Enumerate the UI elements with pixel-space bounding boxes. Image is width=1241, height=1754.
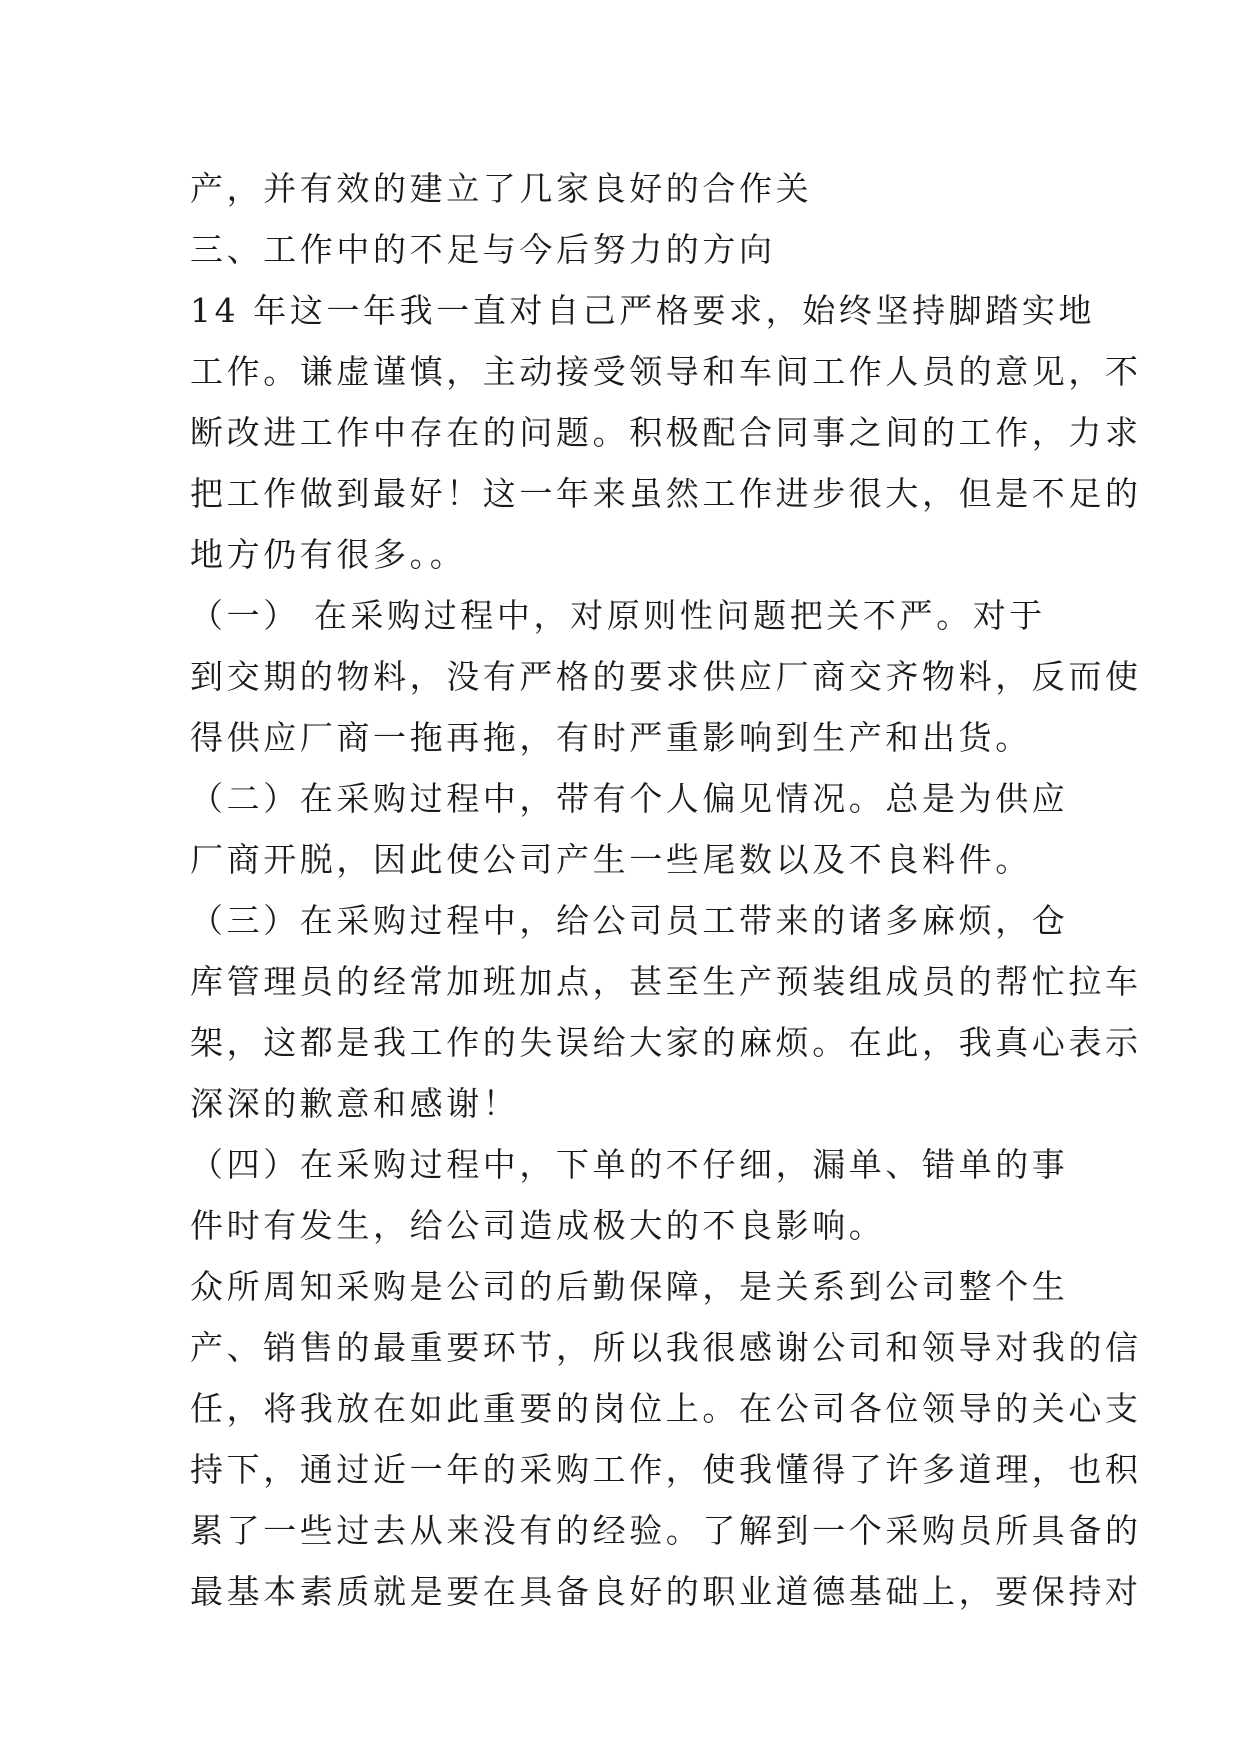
text-line: 把工作做到最好！这一年来虽然工作进步很大，但是不足的 — [190, 474, 1142, 513]
text-line: （一） 在采购过程中，对原则性问题把关不严。对于 — [190, 596, 1046, 635]
section-heading: 三、工作中的不足与今后努力的方向 — [190, 230, 776, 269]
text-line: 累了一些过去从来没有的经验。了解到一个采购员所具备的 — [190, 1511, 1142, 1550]
text-line: 架，这都是我工作的失误给大家的麻烦。在此，我真心表示 — [190, 1023, 1142, 1062]
text-line: 到交期的物料，没有严格的要求供应厂商交齐物料，反而使 — [190, 657, 1142, 696]
text-line: 持下，通过近一年的采购工作，使我懂得了许多道理，也积 — [190, 1450, 1142, 1489]
text-line: 地方仍有很多。。 — [190, 535, 467, 574]
text-line: 件时有发生，给公司造成极大的不良影响。 — [190, 1206, 886, 1245]
text-line: 厂商开脱，因此使公司产生一些尾数以及不良料件。 — [190, 840, 1032, 879]
body-text — [190, 158, 1142, 1622]
text-line: 最基本素质就是要在具备良好的职业道德基础上，要保持对 — [190, 1572, 1142, 1611]
text-line: 产，并有效的建立了几家良好的合作关 — [190, 169, 813, 208]
text-line: 断改进工作中存在的问题。积极配合同事之间的工作，力求 — [190, 413, 1142, 452]
text-line: 14 年这一年我一直对自己严格要求，始终坚持脚踏实地 — [190, 291, 1096, 330]
text-line: 深深的歉意和感谢！ — [190, 1084, 520, 1123]
text-line: （三）在采购过程中，给公司员工带来的诸多麻烦，仓 — [190, 901, 1069, 940]
text-line: 库管理员的经常加班加点，甚至生产预装组成员的帮忙拉车 — [190, 962, 1142, 1001]
text-line: 产、销售的最重要环节，所以我很感谢公司和领导对我的信 — [190, 1328, 1142, 1367]
text-line: 工作。谦虚谨慎，主动接受领导和车间工作人员的意见，不 — [190, 352, 1142, 391]
text-line: 得供应厂商一拖再拖，有时严重影响到生产和出货。 — [190, 718, 1032, 757]
text-line: （二）在采购过程中，带有个人偏见情况。总是为供应 — [190, 779, 1069, 818]
text-line: 任，将我放在如此重要的岗位上。在公司各位领导的关心支 — [190, 1389, 1142, 1428]
text-line: 众所周知采购是公司的后勤保障，是关系到公司整个生 — [190, 1267, 1069, 1306]
text-line: （四）在采购过程中，下单的不仔细，漏单、错单的事 — [190, 1145, 1069, 1184]
